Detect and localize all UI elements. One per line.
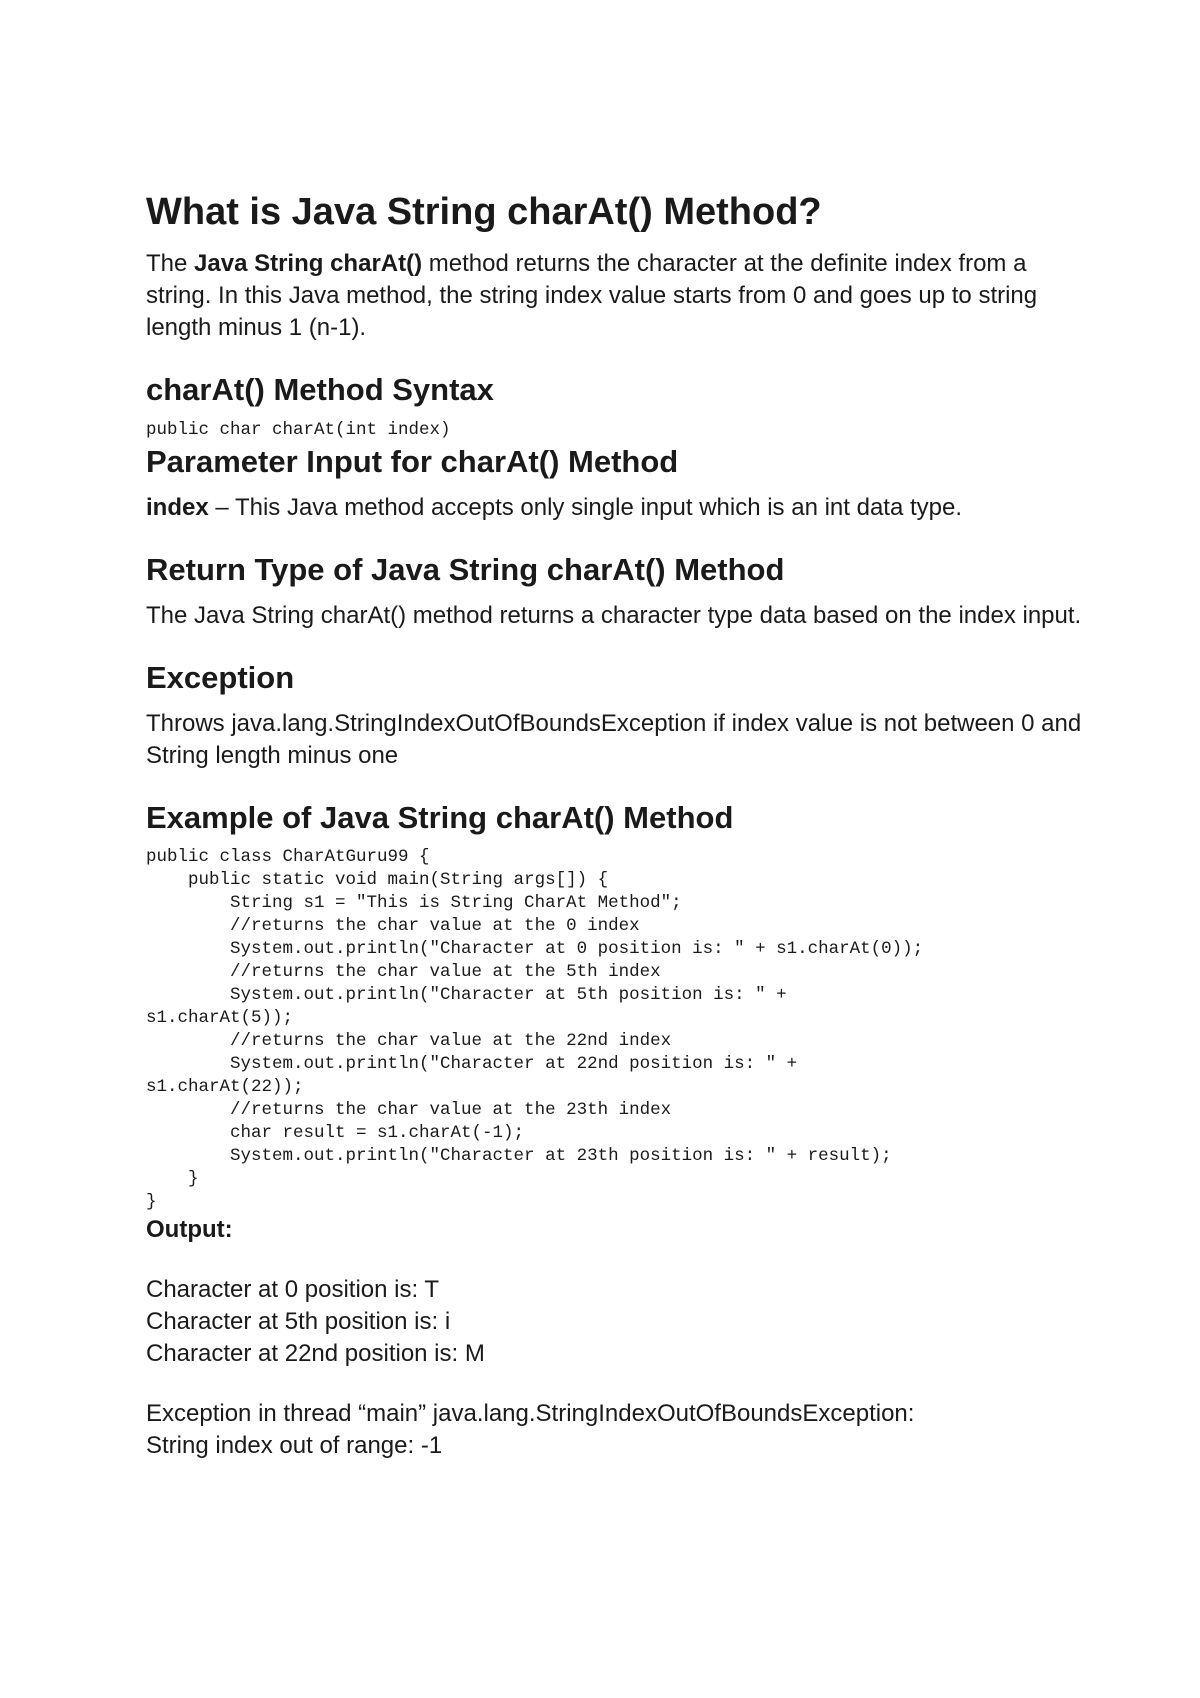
intro-rest: method returns the character at the definite index from a string. In this Java method, the string index value starts from 0 and goes up to string length minus 1 (n-1). bbox=[146, 250, 1038, 341]
code-line: public class CharAtGuru99 { bbox=[146, 847, 430, 867]
document-page bbox=[146, 188, 1086, 1462]
parameter-description: – This Java method accepts only single input which is an int data type. bbox=[208, 494, 963, 521]
code-line: s1.charAt(22)); bbox=[146, 1077, 304, 1097]
exception-heading: Exception bbox=[146, 660, 295, 695]
output-line: Character at 22nd position is: M bbox=[146, 1340, 485, 1367]
parameter-name: index bbox=[146, 494, 209, 521]
page-title: What is Java String charAt() Method? bbox=[146, 191, 822, 233]
code-line: System.out.println("Character at 5th position is: " + bbox=[146, 985, 787, 1005]
output-line: Character at 5th position is: i bbox=[146, 1308, 451, 1335]
intro-prefix: The bbox=[146, 250, 195, 277]
code-line: //returns the char value at the 22nd index bbox=[146, 1031, 672, 1051]
return-type-paragraph: The Java String charAt() method returns a character type data based on the index input. bbox=[146, 602, 1082, 629]
return-type-heading: Return Type of Java String charAt() Method bbox=[146, 552, 785, 587]
output-block bbox=[146, 1274, 1086, 1370]
output-exception-line: Exception in thread “main” java.lang.StringIndexOutOfBoundsException: bbox=[146, 1400, 915, 1427]
syntax-signature: public char charAt(int index) bbox=[146, 420, 451, 440]
parameter-paragraph bbox=[146, 492, 1086, 524]
output-exception-block bbox=[146, 1398, 1086, 1462]
code-line: public static void main(String args[]) { bbox=[146, 870, 609, 890]
code-line: //returns the char value at the 0 index bbox=[146, 916, 640, 936]
code-line: System.out.println("Character at 23th position is: " + result); bbox=[146, 1146, 892, 1166]
code-line: String s1 = "This is String CharAt Method"; bbox=[146, 893, 682, 913]
code-block bbox=[146, 846, 1086, 1214]
output-label-text: Output: bbox=[146, 1216, 233, 1243]
code-line: //returns the char value at the 23th index bbox=[146, 1100, 672, 1120]
code-line: System.out.println("Character at 22nd position is: " + bbox=[146, 1054, 798, 1074]
output-line: Character at 0 position is: T bbox=[146, 1276, 440, 1303]
parameter-heading: Parameter Input for charAt() Method bbox=[146, 444, 679, 479]
code-line: s1.charAt(5)); bbox=[146, 1008, 294, 1028]
code-line: } bbox=[146, 1169, 199, 1189]
example-heading: Example of Java String charAt() Method bbox=[146, 800, 734, 835]
code-line: char result = s1.charAt(-1); bbox=[146, 1123, 525, 1143]
intro-paragraph bbox=[146, 248, 1086, 344]
code-line: System.out.println("Character at 0 position is: " + s1.charAt(0)); bbox=[146, 939, 924, 959]
syntax-heading: charAt() Method Syntax bbox=[146, 372, 494, 407]
code-line: } bbox=[146, 1192, 157, 1212]
output-label bbox=[146, 1214, 1086, 1246]
intro-bold-term: Java String charAt() bbox=[194, 250, 423, 277]
exception-paragraph: Throws java.lang.StringIndexOutOfBoundsException if index value is not between 0 and String length minus one bbox=[146, 710, 1082, 769]
output-exception-line: String index out of range: -1 bbox=[146, 1432, 443, 1459]
code-line: //returns the char value at the 5th index bbox=[146, 962, 661, 982]
